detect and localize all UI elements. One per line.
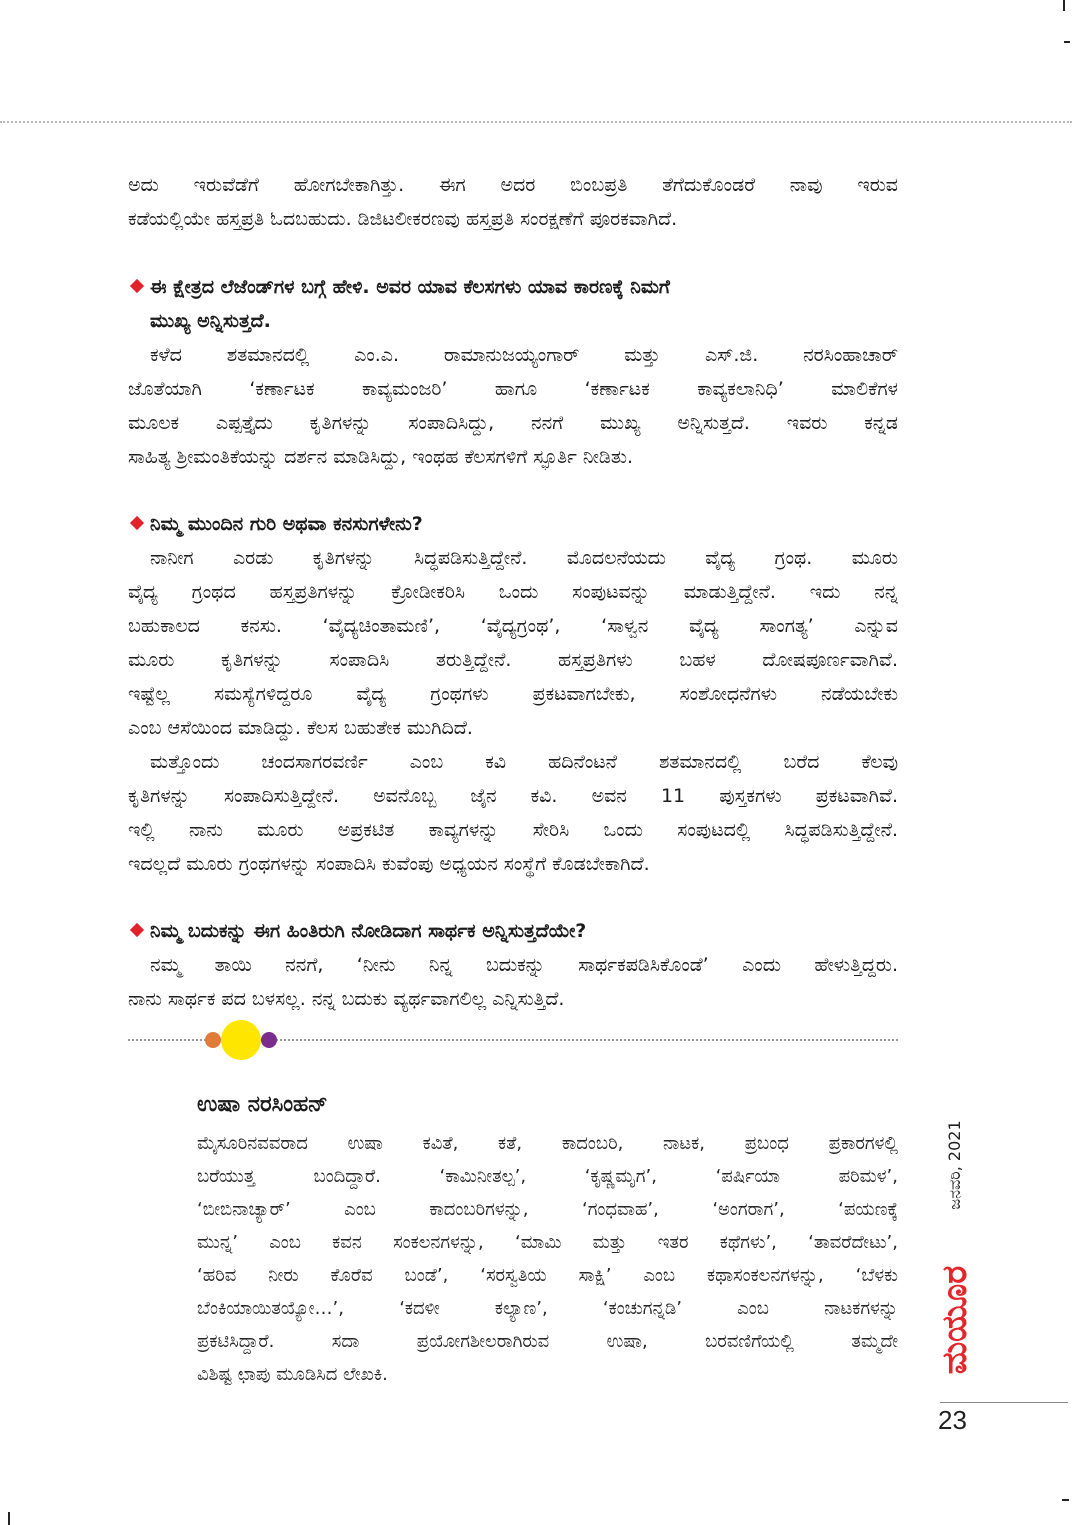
crop-mark <box>1062 1499 1069 1501</box>
purple-dot-icon <box>261 1032 277 1048</box>
bio-line: ಬೆಂಕಿಯಾಯಿತಯ್ಯೋ…’, ‘ಕದಳೀ ಕಲ್ಯಾಣ’, ‘ಕಂಚುಗನ್ನಡಿ’ ಎಂಬ ನಾಟಕಗಳನ್ನು <box>197 1298 898 1319</box>
question-text: ಮುಖ್ಯ ಅನ್ನಿಸುತ್ತದೆ. <box>150 310 271 332</box>
orange-dot-icon <box>205 1032 221 1048</box>
question-text: ನಿಮ್ಮ ಮುಂದಿನ ಗುರಿ ಅಥವಾ ಕನಸುಗಳೇನು? <box>150 513 423 535</box>
author-bio <box>197 1127 898 1391</box>
answer-line: ಎಂಬ ಆಸೆಯಿಂದ ಮಾಡಿದ್ದು. ಕೆಲಸ ಬಹುತೇಕ ಮುಗಿದಿದೆ. <box>128 717 473 739</box>
answer-line: ಸಾಹಿತ್ಯ ಶ್ರೀಮಂತಿಕೆಯನ್ನು ದರ್ಶನ ಮಾಡಿಸಿದ್ದು, ಇಂಥಹ ಕೆಲಸಗಳಿಗೆ ಸ್ಫೂರ್ತಿ ನೀಡಿತು. <box>128 446 634 468</box>
crop-mark <box>8 1512 10 1525</box>
diamond-bullet-icon <box>130 516 144 530</box>
diamond-bullet-icon <box>130 923 144 937</box>
top-dotted-rule <box>0 121 1072 123</box>
answer-line: ಮೂರು ಕೃತಿಗಳನ್ನು ಸಂಪಾದಿಸಿ ತರುತ್ತಿದ್ದೇನೆ. ಹಸ್ತಪ್ರತಿಗಳು ಬಹಳ ದೋಷಪೂರ್ಣವಾಗಿವೆ. <box>128 649 898 671</box>
answer-line: ಮೂಲಕ ಎಪ್ಪತ್ತೈದು ಕೃತಿಗಳನ್ನು ಸಂಪಾದಿಸಿದ್ದು, ನನಗೆ ಮುಖ್ಯ ಅನ್ನಿಸುತ್ತದೆ. ಇವರು ಕನ್ನಡ <box>128 412 898 434</box>
answer-line: ನಾನು ಸಾರ್ಥಕ ಪದ ಬಳಸಲ್ಲ. ನನ್ನ ಬದುಕು ವ್ಯರ್ಥವಾಗಲಿಲ್ಲ ಎನ್ನಿಸುತ್ತಿದೆ. <box>128 988 565 1010</box>
answer-line: ನಾನೀಗ ಎರಡು ಕೃತಿಗಳನ್ನು ಸಿದ್ಧಪಡಿಸುತ್ತಿದ್ದೇನೆ. ಮೊದಲನೆಯದು ವೈದ್ಯ ಗ್ರಂಥ. ಮೂರು <box>150 547 898 569</box>
body-text-line: ಕಡೆಯಲ್ಲಿಯೇ ಹಸ್ತಪ್ರತಿ ಓದಬಹುದು. ಡಿಜಿಟಲೀಕರಣವು ಹಸ್ತಪ್ರತಿ ಸಂರಕ್ಷಣೆಗೆ ಪೂರಕವಾಗಿದೆ. <box>128 208 678 230</box>
qa-section-1 <box>128 270 898 474</box>
bio-line: ಮುನ್ನ’ ಎಂಬ ಕವನ ಸಂಕಲನಗಳನ್ನು, ‘ಮಾಮಿ ಮತ್ತು ಇತರ ಕಥೆಗಳು’, ‘ತಾವರೆದೇಟು’, <box>197 1232 898 1253</box>
bio-line: ‘ಹರಿವ ನೀರು ಕೊರೆವ ಬಂಡೆ’, ‘ಸರಸ್ವತಿಯ ಸಾಕ್ಷಿ’ ಎಂಬ ಕಥಾಸಂಕಲನಗಳನ್ನು, ‘ಬೆಳಕು <box>197 1265 898 1286</box>
question-text: ನಿಮ್ಮ ಬದುಕನ್ನು ಈಗ ಹಿಂತಿರುಗಿ ನೋಡಿದಾಗ ಸಾರ್ಥಕ ಅನ್ನಿಸುತ್ತದೆಯೇ? <box>150 920 587 942</box>
question-line <box>128 507 898 541</box>
body-text-line: ಅದು ಇರುವೆಡೆಗೆ ಹೋಗಬೇಕಾಗಿತ್ತು. ಈಗ ಅದರ ಬಿಂಬಪ್ರತಿ ತೆಗೆದುಕೊಂಡರೆ ನಾವು ಇರುವ <box>128 174 898 196</box>
crop-mark <box>1063 0 1065 11</box>
answer-line: ಇದಲ್ಲದೆ ಮೂರು ಗ್ರಂಥಗಳನ್ನು ಸಂಪಾದಿಸಿ ಕುವೆಂಪು ಅಧ್ಯಯನ ಸಂಸ್ಥೆಗೆ ಕೊಡಬೇಕಾಗಿದೆ. <box>128 853 650 875</box>
qa-section-3 <box>128 914 898 1016</box>
answer-line: ಕೃತಿಗಳನ್ನು ಸಂಪಾದಿಸುತ್ತಿದ್ದೇನೆ. ಅವನೊಬ್ಬ ಜೈನ ಕವಿ. ಅವನ 11 ಪುಸ್ತಕಗಳು ಪ್ರಕಟವಾಗಿವೆ. <box>128 785 898 807</box>
bio-line: ಮೈಸೂರಿನವವರಾದ ಉಷಾ ಕವಿತೆ, ಕತೆ, ಕಾದಂಬರಿ, ನಾಟಕ, ಪ್ರಬಂಧ ಪ್ರಕಾರಗಳಲ್ಲಿ <box>197 1133 898 1154</box>
bio-line: ಪ್ರಕಟಿಸಿದ್ದಾರೆ. ಸದಾ ಪ್ರಯೋಗಶೀಲರಾಗಿರುವ ಉಷಾ, ಬರವಣಿಗೆಯಲ್ಲಿ ತಮ್ಮದೇ <box>197 1331 898 1352</box>
answer-line: ಕಳೆದ ಶತಮಾನದಲ್ಲಿ ಎಂ.ಎ. ರಾಮಾನುಜಯ್ಯಂಗಾರ್ ಮತ್ತು ಎಸ್.ಜಿ. ನರಸಿಂಹಾಚಾರ್ <box>150 344 898 366</box>
page-number-rule <box>940 1402 1068 1403</box>
question-line <box>128 270 898 304</box>
diamond-bullet-icon <box>130 279 144 293</box>
answer-line: ವೈದ್ಯ ಗ್ರಂಥದ ಹಸ್ತಪ್ರತಿಗಳನ್ನು ಕ್ರೋಡೀಕರಿಸಿ ಒಂದು ಸಂಪುಟವನ್ನು ಮಾಡುತ್ತಿದ್ದೇನೆ. ಇದು ನನ್ನ <box>128 581 898 603</box>
answer-line: ಇಲ್ಲಿ ನಾನು ಮೂರು ಅಪ್ರಕಟಿತ ಕಾವ್ಯಗಳನ್ನು ಸೇರಿಸಿ ಒಂದು ಸಂಪುಟದಲ್ಲಿ ಸಿದ್ಧಪಡಿಸುತ್ತಿದ್ದೇನೆ. <box>128 819 898 841</box>
answer-line: ನಮ್ಮ ತಾಯಿ ನನಗೆ, ‘ನೀನು ನಿನ್ನ ಬದುಕನ್ನು ಸಾರ್ಥಕಪಡಿಸಿಕೊಂಡೆ’ ಎಂದು ಹೇಳುತ್ತಿದ್ದರು. <box>150 954 898 976</box>
bio-line: ‘ಬೀಬಿನಾಚ್ಯಾರ್’ ಎಂಬ ಕಾದಂಬರಿಗಳನ್ನು, ‘ಗಂಧವಾಹ’, ‘ಅಂಗರಾಗ’, ‘ಪಯಣಕ್ಕೆ <box>197 1199 898 1220</box>
question-line <box>128 914 898 948</box>
answer-line: ಮತ್ತೊಂದು ಚಂದಸಾಗರವರ್ಣಿ ಎಂಬ ಕವಿ ಹದಿನೆಂಟನೆ ಶತಮಾನದಲ್ಲಿ ಬರೆದ ಕೆಲವು <box>150 751 898 773</box>
qa-section-2 <box>128 507 898 881</box>
yellow-dot-icon <box>221 1020 261 1060</box>
bio-line: ವಿಶಿಷ್ಟ ಛಾಪು ಮೂಡಿಸಿದ ಲೇಖಕಿ. <box>197 1364 388 1385</box>
answer-line: ಜೊತೆಯಾಗಿ ‘ಕರ್ಣಾಟಕ ಕಾವ್ಯಮಂಜರಿ’ ಹಾಗೂ ‘ಕರ್ಣಾಟಕ ಕಾವ್ಯಕಲಾನಿಧಿ’ ಮಾಲಿಕೆಗಳ <box>128 378 898 400</box>
crop-mark <box>1064 41 1070 43</box>
author-name: ಉಷಾ ನರಸಿಂಹನ್ <box>197 1092 328 1117</box>
answer-line: ಬಹುಕಾಲದ ಕನಸು. ‘ವೈದ್ಯಚಿಂತಾಮಣಿ’, ‘ವೈದ್ಯಗ್ರಂಥ’, ‘ಸಾಳ್ವನ ವೈದ್ಯ ಸಾಂಗತ್ಯ’ ಎನ್ನುವ <box>128 615 898 637</box>
question-text: ಈ ಕ್ಷೇತ್ರದ ಲೆಜೆಂಡ್‌ಗಳ ಬಗ್ಗೆ ಹೇಳಿ. ಅವರ ಯಾವ ಕೆಲಸಗಳು ಯಾವ ಕಾರಣಕ್ಕೆ ನಿಮಗೆ <box>150 276 670 298</box>
bio-line: ಬರೆಯುತ್ತ ಬಂದಿದ್ದಾರೆ. ‘ಕಾಮಿನೀತಲ್ಪ’, ‘ಕೃಷ್ಣಮೃಗ’, ‘ಪರ್ಷಿಯಾ ಪರಿಮಳ’, <box>197 1166 898 1187</box>
intro-paragraph <box>128 168 898 236</box>
issue-date: ಜನವರಿ, 2021 <box>945 1120 964 1210</box>
magazine-logo: ಮಯೂರ <box>935 1265 975 1375</box>
question-line <box>128 304 898 338</box>
answer-line: ಇಷ್ಟೆಲ್ಲ ಸಮಸ್ಯೆಗಳಿದ್ದರೂ ವೈದ್ಯ ಗ್ರಂಥಗಳು ಪ್ರಕಟವಾಗಬೇಕು, ಸಂಶೋಧನೆಗಳು ನಡೆಯಬೇಕು <box>128 683 898 705</box>
page-number: 23 <box>938 1405 967 1435</box>
